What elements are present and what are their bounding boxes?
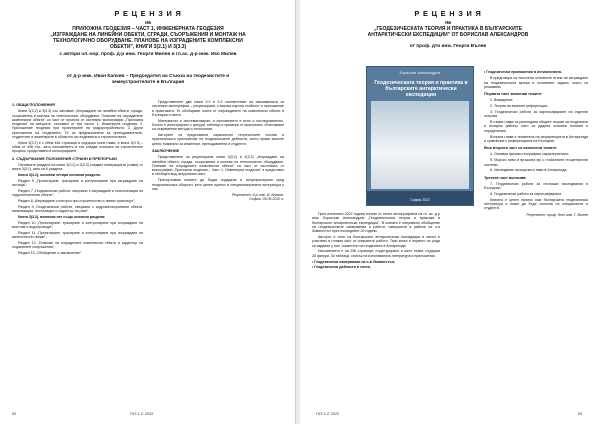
list-item: Раздел 7 „Геодезически работи, свързани с изграждане и експлоатация на хидротехнически обекти"; xyxy=(12,189,143,198)
left-footer-journal: ГКЗ 1-2' 2022 xyxy=(130,412,154,416)
paragraph: В първа глава са разгледани общите теории за геодезията в полярни райони, като са дадени основни понятия и определения. xyxy=(484,120,588,133)
book-cover-title: Геодезическата теория и практика в българските антарктически експедиции xyxy=(374,80,468,99)
paragraph: Препоръчвам книгите да бъдат издадени и популяризирани сред геодезическата общност, като ценен принос в специализираната литература у нас. xyxy=(152,178,284,191)
signature-line: София, 05.05.2022 г. xyxy=(249,197,284,202)
left-title-line: „ИЗГРАЖДАНЕ НА ЛИНЕЙНИ ОБЕКТИ, СГРАДИ, СЪОРЪЖЕНИЯ И МОНТАЖ НА xyxy=(50,32,246,38)
left-title xyxy=(10,20,286,50)
list-item: 2. Теория на земните референции; xyxy=(490,104,548,109)
list-item: Раздел 10 „Проектиране, трасиране и контролиране при изграждане на мостове и водопроводи"; xyxy=(12,220,143,230)
left-title-line: ПРИЛОЖНА ГЕОДЕЗИЯ – ЧАСТ 1, ИНЖЕНЕРНАТА ГЕОДЕЗИЯ xyxy=(72,26,224,32)
book-cover-author: Борислав Александров xyxy=(399,71,441,75)
bullet-item: • Геодезически дейности в снега; xyxy=(312,265,440,269)
left-page xyxy=(0,0,296,424)
left-column-1 xyxy=(12,100,143,406)
right-footer-journal: ГКЗ 1-2' 2022 xyxy=(316,412,340,416)
left-title-line: ТЕХНОЛОГИЧНО ОБОРУДВАНЕ. ПЛАНОВЕ НА ИЗГРАДЕНИТЕ КОМПЛЕКСНИ xyxy=(53,38,243,44)
paragraph: Представените за рецензиране книги 3(3.2) и 3(3.3) „Изграждане на линейни обекти, сгради, съоръжения и монтаж на технологично оборудване. Планове на изградените комплексни обекти" са част от системата от монографии „Приложна геодезия – Част 1, Инженерна геодезия" и представят в обобщен вид натрупания опит. xyxy=(152,155,284,177)
bullet-list xyxy=(484,70,588,74)
right-reviewer: от проф. дтн инж. Георги Вълев xyxy=(409,44,487,49)
section-heading: ЗАКЛЮЧЕНИЕ xyxy=(152,148,180,153)
left-column-2 xyxy=(152,100,284,406)
signature-line: Рецензент: д-р инж. И. Калчев, xyxy=(231,193,284,198)
signature xyxy=(484,213,588,217)
paragraph: Книга 3(3.3), включва пет също основни раздела: xyxy=(18,215,106,220)
list-item: 4. Основни физико-географски характеристики; xyxy=(490,152,569,157)
list-item: Раздел 9 „Проектиране, трасиране и контролиране при изграждане на пътища"; xyxy=(12,178,143,188)
left-title-line: на xyxy=(145,20,151,26)
right-page xyxy=(300,0,596,424)
bullet-list xyxy=(312,260,440,270)
paragraph: Авторът е член на българските антарктически експедиции и лично е участвал в голяма част от описаните работи. Тази книга е първото по рода си издание у нас, посветено на геодезията в Антарктида. xyxy=(312,234,440,248)
paragraph: Книги 3(3.2) и 3(3.3) със заглавие „Изграждане на линейни обекти, сгради, съоръжения и монтаж на технологично оборудване. Планове на изградените комплексни обекти" са част от проекта от системни монографии „Приложна геодезия" на авторите, съставен от три части: 1. Инженерна геодезия; 2. Приложение геодезия при проектиране на градоустройството; 3. Други приложения на геодезията. Те са предназначени за преподавателите, студентите и инженерите в областта на геодезията и строителството. xyxy=(12,109,143,140)
book-cover-photo xyxy=(371,101,469,189)
paragraph: Книга 3(3.2), основни четири основни раздела: xyxy=(18,173,101,178)
paragraph: Втората глава е посветена на референцията в Антарктида и сравнение с референцията на България. xyxy=(484,134,588,143)
paragraph: В предговора са посочени основните етапи на изграждане на геодезическата мрежа и основните задачи, които са решавани. xyxy=(484,76,588,89)
list-item: 6. Изследване на морското ниво в Антарктида. xyxy=(490,168,568,173)
signature xyxy=(152,193,284,202)
right-title-line: „ГЕОДЕЗИЧЕСКАТА ТЕОРИЯ И ПРАКТИКА В БЪЛГАРСКИТЕ xyxy=(373,26,523,32)
subheading: Третата част включва: xyxy=(484,175,527,180)
left-heading: Р Е Ц Е Н З И Я xyxy=(114,9,182,18)
list-item: Раздел 12 „Планове на изградените комплексни обекти и кадастър на подземните съоръжения"; xyxy=(12,241,143,250)
page-number-left: 52 xyxy=(12,412,17,416)
book-cover-image xyxy=(366,66,474,206)
subheading: Във втората част са включени темите: xyxy=(484,146,558,151)
right-title xyxy=(310,20,586,38)
right-column-1 xyxy=(312,212,440,408)
list-item: 1. Въведение; xyxy=(490,98,514,103)
paragraph: Материалът е систематизиран, а изложението е ясно и последователно. Богато е илюстрирано с фигури, таблици и примери от практиката. Използвани са съвременни методи и технологии. xyxy=(152,118,284,132)
subheading: Първата част включва темите: xyxy=(484,92,543,97)
left-reviewer-line: от д-р инж. Иван Калчев – Председател на Съюза на геодезистите и xyxy=(66,74,230,79)
paragraph: Книгата е ценен принос към българската геодезическа литература и може да бъде полезна на специалисти и студенти. xyxy=(484,197,588,211)
right-column-2 xyxy=(484,68,588,408)
paragraph: Представените две книги 3.2 и 3.3 съответстват на изискванията за системни монографии – рецензирани, с висока научна стойност и приложение в практиката. Те обобщават опита от изграждането на комплексни обекти в България и света. xyxy=(152,100,284,117)
paragraph: Основните раздели на книги 3(3.2) и 3(3.3) следват номерацията (глави) от книги 3(3.1), като са 6 раздела. xyxy=(12,163,143,172)
list-item: Раздел 13 „Обобщение и заключение". xyxy=(18,251,83,256)
list-item: 5. Морско ниво и връзката му с глобалните геоцентрични системи; xyxy=(484,158,588,167)
paragraph: Изложението е на 296 страници, структурирано в шест глави, съдържа 28 фигури, 30 таблици, списък на използваната литература и приложения. xyxy=(312,249,440,258)
bullet-item: • Геодезически измервания на о-в Ливингстън; xyxy=(312,260,440,264)
section-heading: 2. СЪДЪРЖАНИЕ ПОЛОЖЕНИЯ СТРАНИ И ПРЕПОРЪКИ xyxy=(12,156,117,161)
bullet-item: • Геодезически приложения в ихтиологията. xyxy=(484,70,588,74)
list-item: Раздел 9 „Геодезически работи, свързани с хидромелиоративни обекти, канализация, инсталации и кадастър на реки". xyxy=(12,204,143,214)
list-item: Раздел 11 „Проектиране, трасиране и контролиране при изграждане на железопътни линии"; xyxy=(12,230,143,240)
list-item: Раздел 8 „Изграждане и контрол при строителство и линии транспорт"; xyxy=(18,199,136,204)
paragraph: През изтеклата 2022 година излезе от печат монографията на гл. ас. д-р инж. Борислав Александров „Геодезическата теория и практика в българските антарктически експедиции". В книгата е направено обобщение на геодезическите измервания и работи, извършени в района на о-в Ливингстън през последните 20 години. xyxy=(312,212,440,234)
right-title-line: АНТАРКТИЧЕСКИ ЕКСПЕДИЦИИ" ОТ БОРИСЛАВ АЛЕКСАНДРОВ xyxy=(367,32,529,38)
list-item: 7. Геодезически работи за геоложки изследвания в България; xyxy=(484,181,588,191)
left-title-line: ОБЕКТИ", КНИГИ 3(2.1) И 3(3.3) xyxy=(109,44,187,50)
paragraph: Книга 3(3.2) е с обем 464 страници и съдържа осем глави, а книга 3(3.3) – обем от 496 стр., като изложението в тях следва логиката на строителните процеси, представени в монографиите. xyxy=(12,140,143,154)
right-title-line: на xyxy=(445,20,451,26)
left-reviewer xyxy=(10,74,286,86)
paragraph: Авторите са представили хармонично теоретичните основи и практическото приложение на геодезическите дейности, което прави книгите ценно помагало за инженери, преподаватели и студенти. xyxy=(152,133,284,146)
list-item: 8. Геодезически работи за картографиране. xyxy=(490,192,563,197)
section-heading: 1. ОБЩИ ПОЛОЖЕНИЯ xyxy=(12,103,55,107)
left-authors: с автори чл.-кор. проф. д-р инж. Георги Милев и гл.ас. д-р инж. Ико Милев xyxy=(59,52,237,57)
signature-line: Рецензент: проф. дтн инж. Г. Вълев xyxy=(526,212,588,217)
left-reviewer-line: земеустроителите в България xyxy=(111,80,185,85)
page-number-right: 53 xyxy=(578,412,583,416)
list-item: 3. Геодезически работи за картографиране на отделни острови. xyxy=(484,110,588,119)
book-cover-year: София 2022 xyxy=(410,198,430,202)
right-heading: Р Е Ц Е Н З И Я xyxy=(414,9,482,18)
